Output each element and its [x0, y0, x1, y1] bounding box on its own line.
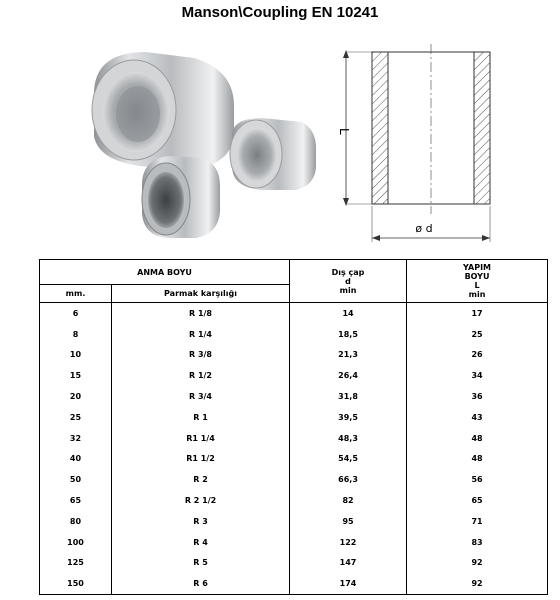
- table-cell: 26: [407, 345, 548, 366]
- table-cell: 20: [40, 386, 112, 407]
- table-cell: 48: [407, 428, 548, 449]
- coupling-spec-table: [39, 259, 548, 595]
- coupling-technical-drawing: [332, 42, 510, 252]
- table-cell: 6: [40, 303, 112, 324]
- table-cell: 25: [407, 324, 548, 345]
- small-coupling: [142, 156, 220, 238]
- table-cell: 32: [40, 428, 112, 449]
- table-cell: 34: [407, 365, 548, 386]
- table-cell: 65: [40, 490, 112, 511]
- table-row: [40, 386, 548, 407]
- table-cell: 8: [40, 324, 112, 345]
- table-row: [40, 407, 548, 428]
- table-cell: R 1/8: [112, 303, 290, 324]
- table-cell: R 3/4: [112, 386, 290, 407]
- table-cell: R 1: [112, 407, 290, 428]
- table-cell: 17: [407, 303, 548, 324]
- table-cell: 31,8: [290, 386, 407, 407]
- table-cell: R 4: [112, 532, 290, 553]
- table-cell: R1 1/4: [112, 428, 290, 449]
- table-row: [40, 553, 548, 574]
- table-cell: R 6: [112, 573, 290, 594]
- table-cell: 15: [40, 365, 112, 386]
- table-cell: 14: [290, 303, 407, 324]
- header-mm: mm.: [40, 285, 112, 303]
- table-row: [40, 532, 548, 553]
- table-row: [40, 324, 548, 345]
- table-cell: 100: [40, 532, 112, 553]
- medium-coupling: [230, 118, 316, 190]
- table-cell: R 3/8: [112, 345, 290, 366]
- length-label: L: [337, 128, 351, 135]
- table-cell: 83: [407, 532, 548, 553]
- table-cell: R1 1/2: [112, 449, 290, 470]
- header-anma-boyu: ANMA BOYU: [40, 260, 290, 285]
- table-cell: 25: [40, 407, 112, 428]
- table-cell: 92: [407, 573, 548, 594]
- page-title: Manson\Coupling EN 10241: [181, 4, 379, 21]
- table-row: [40, 345, 548, 366]
- table-cell: 150: [40, 573, 112, 594]
- table-cell: R 5: [112, 553, 290, 574]
- table-row: [40, 511, 548, 532]
- table-cell: 66,3: [290, 469, 407, 490]
- table-row: [40, 490, 548, 511]
- table-cell: 18,5: [290, 324, 407, 345]
- table-cell: 50: [40, 469, 112, 490]
- table-cell: 125: [40, 553, 112, 574]
- table-cell: 48,3: [290, 428, 407, 449]
- table-cell: 48: [407, 449, 548, 470]
- table-cell: R 2 1/2: [112, 490, 290, 511]
- table-cell: 40: [40, 449, 112, 470]
- table-cell: 95: [290, 511, 407, 532]
- header-yapim-boyu: YAPIM BOYU L min: [407, 260, 548, 303]
- table-cell: 174: [290, 573, 407, 594]
- table-row: [40, 365, 548, 386]
- table-cell: 39,5: [290, 407, 407, 428]
- table-cell: 71: [407, 511, 548, 532]
- table-cell: 147: [290, 553, 407, 574]
- table-cell: R 1/2: [112, 365, 290, 386]
- table-cell: 36: [407, 386, 548, 407]
- coupling-photo: [84, 44, 320, 244]
- table-cell: 122: [290, 532, 407, 553]
- table-cell: 43: [407, 407, 548, 428]
- table-body: [40, 303, 548, 595]
- header-dis-cap: Dış çap d min: [290, 260, 407, 303]
- table-cell: 10: [40, 345, 112, 366]
- table-row: [40, 303, 548, 324]
- table-cell: 54,5: [290, 449, 407, 470]
- table-row: [40, 573, 548, 594]
- table-cell: R 1/4: [112, 324, 290, 345]
- table-cell: 80: [40, 511, 112, 532]
- table-cell: 92: [407, 553, 548, 574]
- table-cell: R 2: [112, 469, 290, 490]
- table-row: [40, 449, 548, 470]
- table-cell: 26,4: [290, 365, 407, 386]
- table-cell: R 3: [112, 511, 290, 532]
- table-cell: 21,3: [290, 345, 407, 366]
- table-cell: 65: [407, 490, 548, 511]
- table-cell: 82: [290, 490, 407, 511]
- diameter-label: ø d: [415, 222, 433, 235]
- table-cell: 56: [407, 469, 548, 490]
- large-coupling: [92, 52, 234, 170]
- header-parmak: Parmak karşılığı: [112, 285, 290, 303]
- table-row: [40, 428, 548, 449]
- table-row: [40, 469, 548, 490]
